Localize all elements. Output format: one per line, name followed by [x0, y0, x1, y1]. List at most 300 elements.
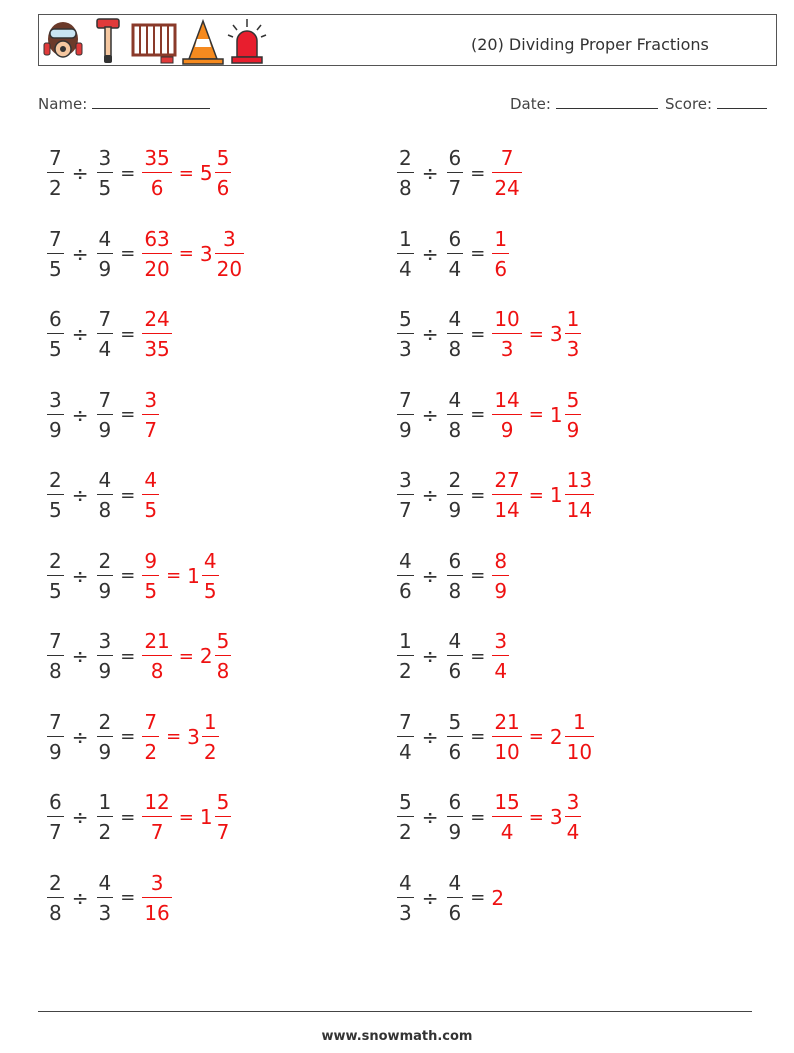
numerator: 14	[494, 387, 520, 412]
dividend-fraction	[47, 549, 64, 603]
mixed-fraction-part	[202, 549, 219, 603]
denominator: 9	[98, 256, 112, 281]
footer-url: www.snowmath.com	[321, 1029, 473, 1044]
numerator: 3	[494, 629, 508, 653]
answer-fraction	[142, 710, 159, 764]
denominator: 14	[566, 498, 593, 522]
numerator: 21	[494, 709, 520, 734]
dividend-fraction	[47, 710, 64, 764]
answer-fraction	[142, 790, 171, 844]
divide-sign: ÷	[421, 644, 439, 668]
divisor-fraction	[97, 388, 114, 442]
numerator: 24	[144, 307, 170, 331]
divide-sign: ÷	[71, 644, 89, 668]
mixed-fraction-part	[565, 307, 582, 361]
equals-sign: =	[470, 484, 486, 506]
equals-sign: =	[120, 645, 136, 667]
fraction-bar	[97, 816, 114, 817]
answer	[141, 629, 232, 683]
fraction-bar	[215, 655, 232, 656]
mixed-whole-part: 3	[199, 241, 213, 266]
fraction-bar	[97, 655, 114, 656]
divisor-fraction	[447, 710, 464, 764]
numerator: 3	[98, 629, 112, 653]
divide-sign: ÷	[71, 241, 89, 266]
numerator: 15	[494, 790, 520, 814]
date-blank[interactable]	[556, 94, 658, 109]
equals-sign: =	[178, 162, 194, 184]
footer-divider	[38, 1011, 752, 1012]
numerator: 5	[216, 629, 230, 653]
divide-sign: ÷	[421, 805, 439, 829]
denominator: 5	[144, 578, 158, 603]
denominator: 9	[98, 739, 112, 764]
fraction-bar	[215, 253, 244, 254]
fraction-bar	[47, 333, 64, 334]
answer-fraction	[492, 790, 521, 844]
fraction-bar	[215, 816, 232, 817]
mixed-fraction-part	[215, 790, 232, 844]
dividend-fraction	[397, 388, 414, 442]
mixed-whole-part: 3	[187, 724, 200, 749]
fraction-bar	[565, 816, 582, 817]
dividend-fraction	[397, 468, 414, 522]
fraction-bar	[47, 897, 64, 898]
score-label: Score:	[665, 95, 713, 113]
numerator: 3	[98, 146, 112, 170]
numerator: 7	[399, 709, 412, 734]
answer	[141, 710, 219, 764]
fraction-bar	[492, 172, 521, 173]
numerator: 5	[216, 146, 230, 170]
answer	[491, 549, 510, 603]
answer	[491, 710, 595, 764]
denominator: 9	[500, 417, 514, 442]
numerator: 7	[49, 146, 62, 170]
mixed-fraction-part	[215, 629, 232, 683]
denominator: 10	[494, 739, 520, 764]
denominator: 3	[500, 337, 514, 361]
problem-item	[396, 705, 595, 769]
numerator: 5	[566, 387, 580, 412]
numerator: 1	[399, 629, 412, 653]
fraction-bar	[142, 575, 159, 576]
mixed-fraction-part	[565, 388, 582, 442]
answer-fraction	[492, 388, 521, 442]
numerator: 4	[448, 387, 462, 412]
mixed-whole-part: 2	[549, 724, 563, 749]
fraction-bar	[142, 172, 171, 173]
numerator: 4	[448, 629, 462, 653]
answer-fraction	[142, 871, 171, 925]
fraction-bar	[142, 655, 171, 656]
dividend-fraction	[47, 227, 64, 281]
equals-sign: =	[178, 243, 194, 264]
denominator: 4	[98, 337, 112, 361]
equals-sign: =	[120, 726, 136, 747]
numerator: 4	[203, 548, 217, 573]
problem-item	[396, 866, 504, 930]
denominator: 8	[49, 659, 62, 683]
denominator: 35	[144, 337, 170, 361]
equals-sign: =	[120, 162, 136, 184]
divisor-fraction	[97, 468, 114, 522]
divide-sign: ÷	[421, 402, 439, 427]
numerator: 2	[49, 468, 62, 492]
problem-item	[46, 544, 220, 608]
answer	[491, 886, 504, 910]
divisor-fraction	[447, 871, 464, 925]
denominator: 4	[448, 256, 462, 281]
numerator: 7	[49, 629, 62, 653]
answer-fraction	[142, 388, 159, 442]
numerator: 4	[98, 468, 112, 492]
fraction-bar	[397, 253, 414, 254]
denominator: 9	[566, 417, 580, 442]
numerator: 1	[566, 307, 580, 331]
equals-sign: =	[120, 887, 136, 908]
fraction-bar	[447, 333, 464, 334]
denominator: 24	[494, 176, 520, 200]
dividend-fraction	[47, 629, 64, 683]
fraction-bar	[97, 897, 114, 898]
equals-sign: =	[470, 404, 486, 425]
divide-sign: ÷	[421, 161, 439, 185]
divide-sign: ÷	[421, 241, 439, 266]
denominator: 9	[49, 739, 62, 764]
problem-item	[396, 624, 510, 688]
divisor-fraction	[447, 146, 464, 200]
mixed-fraction-part	[215, 146, 232, 200]
equals-sign: =	[528, 484, 544, 506]
fraction-bar	[447, 414, 464, 415]
fraction-bar	[202, 736, 219, 737]
name-field	[38, 94, 210, 113]
answer	[141, 871, 172, 925]
divisor-fraction	[97, 790, 114, 844]
numerator: 4	[98, 226, 112, 251]
date-field	[510, 94, 658, 113]
fraction-bar	[492, 736, 521, 737]
denominator: 9	[98, 659, 112, 683]
divide-sign: ÷	[71, 805, 89, 829]
numerator: 3	[399, 468, 412, 492]
numerator: 4	[98, 870, 112, 895]
problem-item	[46, 705, 220, 769]
divisor-fraction	[447, 388, 464, 442]
worksheet-title: (20) Dividing Proper Fractions	[471, 35, 709, 54]
numerator: 1	[399, 226, 412, 251]
problem-item	[396, 141, 523, 205]
numerator: 7	[500, 146, 514, 170]
fraction-bar	[397, 736, 414, 737]
dividend-fraction	[47, 388, 64, 442]
problem-item	[396, 383, 582, 447]
numerator: 3	[144, 387, 158, 412]
denominator: 4	[500, 820, 514, 844]
answer-fraction	[492, 146, 521, 200]
equals-sign: =	[178, 645, 194, 667]
fraction-bar	[565, 736, 594, 737]
numerator: 4	[399, 870, 412, 895]
problem-item	[46, 222, 245, 286]
dividend-fraction	[397, 307, 414, 361]
divisor-fraction	[97, 146, 114, 200]
denominator: 8	[49, 900, 62, 925]
answer	[491, 790, 582, 844]
fraction-bar	[397, 172, 414, 173]
answer	[141, 549, 219, 603]
fraction-bar	[97, 494, 114, 495]
fire-hose-reel-icon	[131, 17, 177, 65]
name-blank[interactable]	[92, 94, 210, 109]
fraction-bar	[492, 333, 521, 334]
numerator: 1	[572, 709, 586, 734]
divisor-fraction	[447, 468, 464, 522]
equals-sign: =	[178, 806, 194, 828]
score-blank[interactable]	[717, 94, 767, 109]
denominator: 6	[216, 176, 230, 200]
numerator: 7	[98, 307, 112, 331]
divisor-fraction	[97, 549, 114, 603]
denominator: 6	[448, 900, 462, 925]
denominator: 7	[144, 417, 158, 442]
numerator: 13	[566, 468, 593, 492]
denominator: 3	[399, 337, 412, 361]
denominator: 6	[448, 739, 462, 764]
dividend-fraction	[397, 629, 414, 683]
equals-sign: =	[120, 243, 136, 264]
fraction-bar	[142, 253, 171, 254]
dividend-fraction	[47, 468, 64, 522]
numerator: 35	[144, 146, 170, 170]
fraction-bar	[447, 736, 464, 737]
fraction-bar	[47, 494, 64, 495]
mixed-whole-part: 1	[199, 805, 213, 829]
denominator: 2	[399, 820, 412, 844]
equals-sign: =	[528, 404, 544, 425]
fraction-bar	[397, 333, 414, 334]
denominator: 2	[49, 176, 62, 200]
dividend-fraction	[47, 790, 64, 844]
fraction-bar	[142, 414, 159, 415]
problem-item	[396, 302, 582, 366]
denominator: 5	[49, 337, 62, 361]
answer	[491, 227, 510, 281]
answer-fraction	[142, 307, 171, 361]
fraction-bar	[47, 172, 64, 173]
answer	[491, 629, 510, 683]
fraction-bar	[565, 494, 594, 495]
numerator: 12	[144, 790, 170, 814]
numerator: 4	[144, 468, 158, 492]
divide-sign: ÷	[71, 161, 89, 185]
denominator: 7	[216, 820, 230, 844]
denominator: 7	[399, 498, 412, 522]
numerator: 2	[49, 548, 62, 573]
denominator: 8	[150, 659, 164, 683]
numerator: 4	[448, 307, 462, 331]
denominator: 6	[448, 659, 462, 683]
divide-sign: ÷	[71, 322, 89, 346]
numerator: 3	[222, 226, 236, 251]
fraction-bar	[47, 736, 64, 737]
answer	[141, 388, 160, 442]
numerator: 3	[49, 387, 62, 412]
denominator: 9	[98, 417, 112, 442]
denominator: 3	[566, 337, 580, 361]
answer	[141, 227, 245, 281]
mixed-fraction-part	[565, 710, 594, 764]
answer-whole-number: 2	[491, 885, 505, 910]
equals-sign: =	[120, 323, 136, 345]
denominator: 8	[98, 498, 112, 522]
denominator: 4	[399, 739, 412, 764]
denominator: 9	[399, 417, 412, 442]
fraction-bar	[492, 655, 509, 656]
numerator: 2	[399, 146, 412, 170]
denominator: 9	[494, 578, 508, 603]
mixed-whole-part: 3	[549, 805, 563, 829]
fraction-bar	[97, 414, 114, 415]
numerator: 2	[448, 468, 462, 492]
numerator: 4	[399, 548, 412, 573]
numerator: 3	[566, 790, 580, 814]
numerator: 6	[448, 146, 462, 170]
problem-item	[396, 785, 582, 849]
fraction-bar	[492, 414, 521, 415]
fraction-bar	[397, 494, 414, 495]
score-field	[665, 94, 767, 113]
problem-item	[46, 785, 232, 849]
denominator: 3	[399, 900, 412, 925]
denominator: 8	[448, 417, 462, 442]
denominator: 14	[494, 498, 520, 522]
mixed-whole-part: 1	[549, 402, 563, 427]
equals-sign: =	[120, 565, 136, 586]
denominator: 3	[98, 900, 112, 925]
numerator: 7	[49, 709, 62, 734]
denominator: 6	[150, 176, 164, 200]
denominator: 8	[448, 337, 462, 361]
divisor-fraction	[97, 227, 114, 281]
gas-mask-icon	[43, 17, 83, 65]
problem-item	[46, 866, 173, 930]
answer-fraction	[492, 629, 509, 683]
answer-fraction	[142, 227, 171, 281]
denominator: 2	[144, 739, 158, 764]
numerator: 2	[49, 870, 62, 895]
denominator: 9	[448, 820, 462, 844]
fraction-bar	[565, 333, 582, 334]
fraction-bar	[397, 575, 414, 576]
fraction-bar	[142, 816, 171, 817]
equals-sign: =	[166, 726, 182, 747]
dividend-fraction	[397, 227, 414, 281]
divide-sign: ÷	[71, 724, 89, 749]
fraction-bar	[97, 172, 114, 173]
problem-item	[396, 222, 510, 286]
fraction-bar	[215, 172, 232, 173]
numerator: 6	[448, 226, 462, 251]
divide-sign: ÷	[421, 483, 439, 507]
mixed-fraction-part	[202, 710, 219, 764]
equals-sign: =	[470, 806, 486, 828]
fraction-bar	[47, 655, 64, 656]
denominator: 5	[49, 578, 62, 603]
fraction-bar	[447, 494, 464, 495]
fraction-bar	[142, 333, 171, 334]
numerator: 9	[144, 548, 158, 573]
equals-sign: =	[470, 565, 486, 586]
fraction-bar	[142, 736, 159, 737]
fraction-bar	[47, 816, 64, 817]
divide-sign: ÷	[421, 563, 439, 588]
divisor-fraction	[97, 307, 114, 361]
fraction-bar	[397, 414, 414, 415]
denominator: 20	[216, 256, 243, 281]
fraction-bar	[565, 414, 582, 415]
fraction-bar	[447, 655, 464, 656]
numerator: 10	[494, 307, 520, 331]
equals-sign: =	[120, 484, 136, 506]
answer	[491, 468, 595, 522]
dividend-fraction	[47, 146, 64, 200]
divide-sign: ÷	[71, 563, 89, 588]
dividend-fraction	[397, 871, 414, 925]
numerator: 4	[448, 870, 462, 895]
answer-fraction	[142, 468, 159, 522]
equals-sign: =	[470, 645, 486, 667]
answer-fraction	[142, 549, 159, 603]
fraction-bar	[47, 253, 64, 254]
denominator: 4	[566, 820, 580, 844]
divisor-fraction	[97, 871, 114, 925]
fraction-bar	[47, 575, 64, 576]
date-label: Date:	[510, 95, 551, 113]
fraction-bar	[492, 816, 521, 817]
dividend-fraction	[47, 871, 64, 925]
divide-sign: ÷	[421, 885, 439, 910]
dividend-fraction	[397, 790, 414, 844]
dividend-fraction	[397, 146, 414, 200]
fraction-bar	[142, 897, 171, 898]
fraction-bar	[47, 414, 64, 415]
mixed-fraction-part	[215, 227, 244, 281]
denominator: 7	[150, 820, 164, 844]
fraction-bar	[447, 575, 464, 576]
fraction-bar	[97, 575, 114, 576]
problem-item	[46, 383, 160, 447]
equals-sign: =	[470, 162, 486, 184]
fraction-bar	[397, 897, 414, 898]
mixed-whole-part: 2	[199, 644, 213, 668]
numerator: 63	[144, 226, 170, 251]
answer	[141, 307, 172, 361]
answer-fraction	[142, 146, 171, 200]
denominator: 5	[144, 498, 158, 522]
problem-item	[396, 544, 510, 608]
numerator: 5	[399, 307, 412, 331]
equals-sign: =	[470, 726, 486, 747]
denominator: 6	[399, 578, 412, 603]
mixed-fraction-part	[565, 468, 594, 522]
numerator: 5	[399, 790, 412, 814]
fraction-bar	[492, 494, 521, 495]
divide-sign: ÷	[421, 322, 439, 346]
fraction-bar	[97, 333, 114, 334]
answer-fraction	[492, 227, 509, 281]
